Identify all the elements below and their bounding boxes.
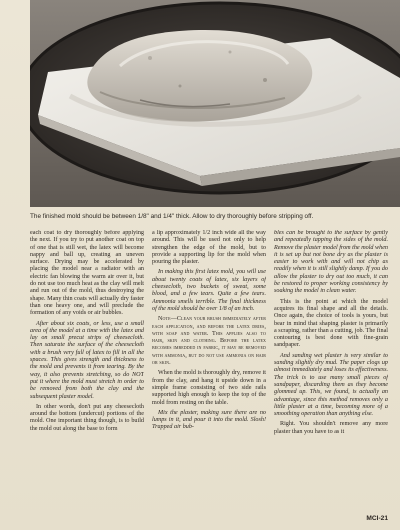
paragraph: After about six coats, or less, use a small area of the model at a time with the latex and lay on small precut strips of cheesecloth. Then saturate the surface of the cheesecloth with a brush very full of latex to fill in all the spaces. This gives strength and thickness to the mold and prevents it from tearing. By the way, it also prevents stretching, so do NOT put it where the mold must stretch in order to be removed from both the clay and the subsequent plaster model. xyxy=(30,320,144,400)
page-number: MCI-21 xyxy=(366,515,388,522)
paragraph: Note—Clean your brush immediately after each application, and before the latex dries, with soap and water. This applies also to hair, skin and clothing. Before the latex becomes imbedded in fabric, it may be removed with ammonia, but do not use ammonia on hair or skin. xyxy=(152,316,266,367)
paragraph: And sanding wet plaster is very similar to sanding slightly dry mud. The paper clogs up almost immediately and loses its effectiveness. The trick is to use many small pieces of sandpaper, discarding them as they become glommed up. This, we found, is actually an advantage, since this method removes only a little plaster at a time, becoming more of a smoothing operation than anything else. xyxy=(274,352,388,418)
photo-caption: The finished mold should be between 1/8" and 1/4" thick. Allow to dry thoroughly before stripping off. xyxy=(30,213,314,220)
paragraph: Right. You shouldn't remove any more plaster than you have to as it xyxy=(274,421,388,435)
paragraph: bles can be brought to the surface by gently and repeatedly tapping the sides of the mold. Remove the plaster model from the mold when it is set up but not bone dry as the plaster is easier to work with and will not chip as readily when it is still slightly damp. If you do allow the plaster to dry out too much, it can be restored to proper working consistency by soaking the model in clean water. xyxy=(274,230,388,295)
text-column-3 xyxy=(274,230,388,520)
paragraph: When the mold is thoroughly dry, remove it from the clay, and hang it upside down in a simple frame consisting of two side rails supported high enough to keep the top of the mold from resting on the table. xyxy=(152,370,266,406)
text-column-2 xyxy=(152,230,266,520)
photo-illustration xyxy=(30,0,400,207)
paragraph: In other words, don't put any cheesecloth around the bottom (undercut) portions of the mold. One important thing though, is to build the mold out along the base to form xyxy=(30,403,144,432)
paragraph: each coat to dry thoroughly before applying the next. If you try to put another coat on top of one that is still wet, the latex will become nappy and ball up, creating an uneven surface. Drying may be accelerated by placing the model near a radiator with an electric fan blowing the warm air over it, but do not use too much heat as the clay will melt and run out of the mold, thus destroying the shape. Many thin coats will actually dry faster than one heavy one, and will preclude the formation of any voids or air bubbles. xyxy=(30,230,144,317)
text-column-1 xyxy=(30,230,144,520)
article-body xyxy=(30,230,388,520)
paragraph: This is the point at which the model acquires its final shape and all the details. Once again, the choice of tools is yours, but bear in mind that shaping plaster is primarily a scraping, rather than a cutting, job. The final contouring is best done with fine-grain sandpaper. xyxy=(274,298,388,349)
photo-latex-mold xyxy=(30,0,400,207)
paragraph: Mix the plaster, making sure there are no lumps in it, and pour it into the mold. Slosh! Trapped air bub- xyxy=(152,409,266,431)
paragraph: a lip approximately 1/2 inch wide all the way around. This will be used not only to help strengthen the edge of the mold, but to provide a supporting lip for the mold when pouring the plaster. xyxy=(152,230,266,266)
paragraph: In making this first latex mold, you will use about twenty coats of latex, six layers of cheesecloth, two buckets of sweat, some blood, and a few tears. Quite a few tears. Ammonia smells terrible. The final thickness of the mold should be over 1/8 of an inch. xyxy=(152,269,266,312)
